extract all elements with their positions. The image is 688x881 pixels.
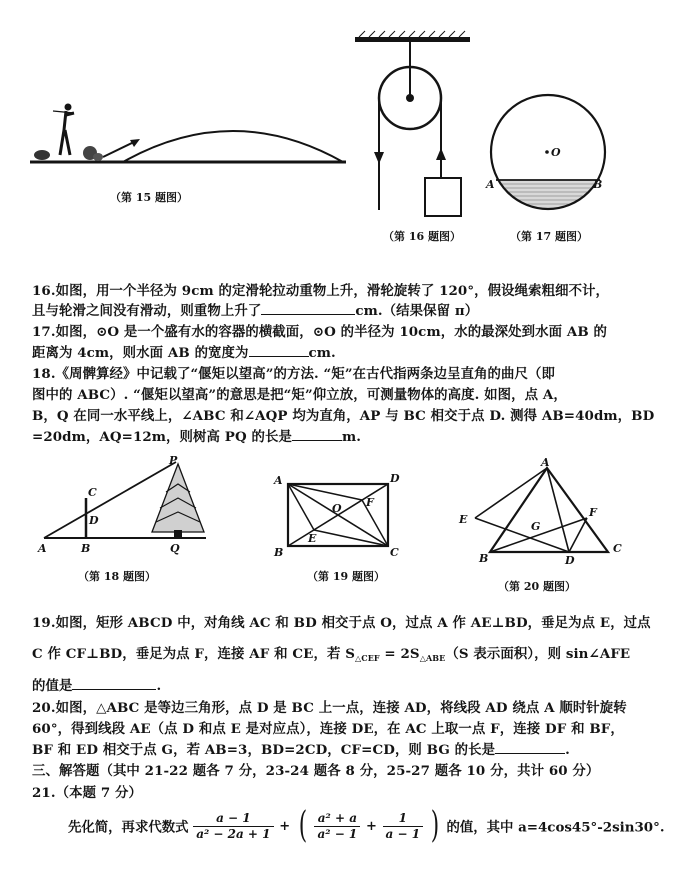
fig17-label-a: A — [486, 178, 495, 191]
q21-fraction-2: $\frac{\text{a² + a}}{\text{a² − 1}}$ — [314, 811, 360, 842]
q18-answer-blank[interactable] — [292, 428, 342, 441]
q21-tail: 的值，其中 a=4cos45°-2sin30°. — [446, 819, 665, 836]
q18-line1: 18.《周髀算经》中记载了“偃矩以望高”的方法. “矩”在古代指两条边呈直角的曲尺（即 — [32, 366, 556, 382]
q21-lead: 先化简，再求代数式 — [68, 819, 189, 836]
fig20-caption: （第 20 题图） — [498, 580, 576, 593]
fig19-label-b: B — [274, 546, 284, 559]
q16-answer-blank[interactable] — [261, 302, 355, 315]
fig18-label-a: A — [38, 542, 47, 555]
fig20-label-f: F — [589, 506, 597, 519]
q16-line1: 16.如图，用一个半径为 9cm 的定滑轮拉动重物上升，滑轮旋转了 120°，假设绳索粗细不计， — [32, 283, 610, 299]
fig19-label-o: O — [332, 502, 342, 515]
figure-16 — [355, 30, 475, 220]
fig18-caption: （第 18 题图） — [78, 570, 156, 583]
fig18-label-q: Q — [170, 542, 180, 555]
q17-line1: 17.如图，⊙O 是一个盛有水的容器的横截面，⊙O 的半径为 10cm，水的最深处到水面 AB 的 — [32, 324, 608, 340]
figure-15 — [28, 95, 348, 175]
fig20-label-a: A — [541, 456, 550, 469]
fig19-label-d: D — [390, 472, 400, 485]
q21-fraction-1: $\frac{a - 1}{\text{a² − 2a + 1}}$ — [193, 811, 273, 842]
fig15-arrow — [103, 141, 136, 157]
q17-answer-blank[interactable] — [249, 344, 309, 357]
fig16-arrow-down — [374, 152, 384, 164]
fig18-label-c: C — [88, 486, 97, 499]
fig18-label-p: P — [169, 454, 178, 467]
fig20-label-g: G — [531, 520, 541, 533]
figure-18 — [36, 452, 246, 557]
q20-answer-blank[interactable] — [495, 741, 565, 754]
fig19-label-e: E — [308, 532, 317, 545]
fig19-label-f: F — [366, 496, 374, 509]
q19-answer-blank[interactable] — [72, 677, 156, 690]
q20-line1: 20.如图，△ABC 是等边三角形，点 D 是 BC 上一点，连接 AD，将线段 AD 绕点 A 顺时针旋转 — [32, 700, 627, 716]
fig19-caption: （第 19 题图） — [307, 570, 385, 583]
q17-line2: 距离为 4cm，则水面 AB 的宽度为 cm. — [32, 345, 336, 361]
fig17-label-b: B — [593, 178, 603, 191]
fig16-arrow-up — [436, 148, 446, 160]
q19-line3: 的值是 . — [32, 678, 162, 694]
fig15-trajectory — [123, 131, 343, 162]
fig18-label-d: D — [89, 514, 99, 527]
q18-line2: 图中的 ABC）. “偃矩以望高”的意思是把“矩”仰立放，可测量物体的高度. 如图，点 A， — [32, 387, 567, 403]
fig15-golfer — [53, 104, 74, 156]
fig16-caption: （第 16 题图） — [383, 230, 461, 243]
q18-line4: =20dm，AQ=12m，则树高 PQ 的长是 m. — [32, 429, 361, 445]
q18-line3: B，Q 在同一水平线上，∠ABC 和∠AQP 均为直角，AP 与 BC 相交于点 D. 测得 AB=40dm，BD — [32, 408, 655, 424]
q21-expression: 先化简，再求代数式 $\frac{a - 1}{\text{a² − 2a + 1}}$ + ( $\frac{\text{a² + a}}{\text{a² − 1}}$ + $\frac{1}{a - 1}$ ) 的值，其中 a=4cos45°-2sin30°. — [68, 805, 665, 846]
fig16-weight — [425, 178, 461, 216]
fig18-label-b: B — [81, 542, 91, 555]
fig20-label-c: C — [613, 542, 622, 555]
q19-line2: C 作 CF⊥BD，垂足为点 F，连接 AF 和 CE，若 $S_{\triangle CEF} = 2S_{\triangle ABE}(S$ 表示面积），则 sin∠AFE — [32, 646, 631, 663]
fig20-label-e: E — [459, 513, 468, 526]
section-3-heading: 三、解答题（其中 21-22 题各 7 分，23-24 题各 8 分，25-27 题各 10 分，共计 60 分） — [32, 763, 600, 779]
fig17-label-o: O — [551, 146, 561, 159]
q19-line1: 19.如图，矩形 ABCD 中，对角线 AC 和 BD 相交于点 O，过点 A 作 AE⊥BD，垂足为点 E，过点 — [32, 615, 651, 631]
figure-17 — [480, 92, 615, 217]
q20-line2: 60°，得到线段 AE（点 D 和点 E 是对应点），连接 DE，在 AC 上取一点 F，连接 DF 和 BF， — [32, 721, 624, 737]
fig20-label-d: D — [565, 554, 575, 567]
fig20-label-b: B — [479, 552, 489, 565]
figure-20 — [455, 456, 635, 572]
q20-line3: BF 和 ED 相交于点 G，若 AB=3，BD=2CD，CF=CD，则 BG 的长是 . — [32, 742, 570, 758]
fig17-caption: （第 17 题图） — [510, 230, 588, 243]
figure-19 — [268, 472, 408, 562]
fig19-label-c: C — [390, 546, 399, 559]
q21-fraction-3: $\frac{1}{a - 1}$ — [383, 811, 424, 842]
q21-title: 21.（本题 7 分） — [32, 785, 142, 801]
fig15-caption: （第 15 题图） — [110, 191, 188, 204]
fig18-tree — [152, 464, 204, 538]
q16-line2: 且与轮滑之间没有滑动，则重物上升了 cm.（结果保留 π） — [32, 303, 479, 319]
fig19-label-a: A — [274, 474, 283, 487]
